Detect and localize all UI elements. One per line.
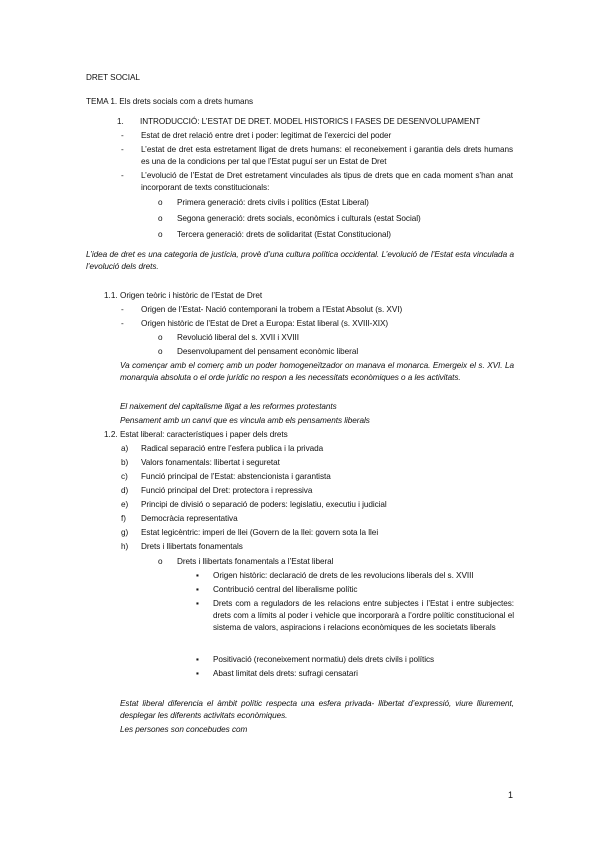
square-bullet: ▪: [196, 585, 199, 594]
square-bullet: ▪: [196, 571, 199, 580]
section-1-1-bullet-2: Origen històric de l’Estat de Dret a Europa: Estat liberal (s. XVIII-XIX): [141, 319, 389, 328]
circle-bullet: o: [158, 557, 163, 566]
dash-bullet: -: [121, 319, 124, 328]
point-1: Origen històric: declaració de drets de les revolucions liberals del s. XVIII: [213, 571, 474, 580]
page-number: 1: [508, 790, 514, 800]
tema-heading: TEMA 1. Els drets socials com a drets humans: [86, 97, 254, 106]
item-letter: g): [121, 528, 129, 537]
section-1-bullet-1: Estat de dret relació entre dret i poder: legitimat de l’exercici del poder: [141, 131, 392, 140]
section-1-1-number: 1.1.: [104, 291, 118, 300]
item-text: Democràcia representativa: [141, 514, 238, 523]
item-text: Estat legicèntric: imperi de llei (Govern de la llei: govern sota la llei: [141, 528, 379, 537]
intro-italic-paragraph: L’idea de dret es una categoria de justícia, provè d’una cultura política occidental. L’evolució de l’Estat esta vinculada a l’evolució dels drets.: [86, 250, 514, 271]
circle-bullet: o: [158, 214, 163, 223]
item-text: Radical separació entre l’esfera publica i la privada: [141, 444, 324, 453]
item-text: Principi de divisió o separació de poders: legislatiu, executiu i judicial: [141, 500, 387, 509]
item-text: Funció principal de l’Estat: abstencionista i garantista: [141, 472, 331, 481]
closing-italic-paragraph: Estat liberal diferencia el àmbit polític respecta una esfera privada- llibertat d’expressió, viure lliurement, desplegar les diferents activitats econòmiques.: [120, 699, 514, 720]
circle-bullet: o: [158, 347, 163, 356]
item-letter: f): [121, 514, 127, 523]
item-letter: c): [121, 472, 128, 481]
item-letter: e): [121, 500, 129, 509]
item-letter: h): [121, 542, 129, 551]
point-3: Drets com a reguladors de les relacions entre subjectes i l’Estat i entre subjectes: drets com a límits al poder i vehicle que incorporarà a l’ordre polític constitucional el sistema de valors, aspiracions i relacions econòmiques de les societats liberals: [213, 599, 514, 632]
section-1-title: INTRODUCCIÓ: L’ESTAT DE DRET. MODEL HISTORICS I FASES DE DESENVOLUPAMENT: [140, 117, 481, 126]
section-1-2-sub-title: Drets i llibertats fonamentals a l’Estat liberal: [177, 557, 334, 566]
point-4: Positivació (reconeixement normatiu) dels drets civils i polítics: [213, 655, 435, 664]
item-text: Drets i llibertats fonamentals: [141, 542, 243, 551]
item-letter: a): [121, 444, 129, 453]
item-text: Funció principal del Dret: protectora i repressiva: [141, 486, 313, 495]
dash-bullet: -: [121, 131, 124, 140]
section-1-1-title: Origen teòric i històric de l’Estat de Dret: [120, 291, 263, 300]
circle-bullet: o: [158, 230, 163, 239]
item-text: Valors fonamentals: llibertat i seguretat: [141, 458, 280, 467]
item-letter: d): [121, 486, 129, 495]
generation-3: Tercera generació: drets de solidaritat (Estat Constitucional): [177, 230, 391, 239]
circle-bullet: o: [158, 198, 163, 207]
section-1-1-sub-1: Revolució liberal del s. XVII i XVIII: [177, 333, 299, 342]
square-bullet: ▪: [196, 655, 199, 664]
generation-1: Primera generació: drets civils i polítics (Estat Liberal): [177, 198, 369, 207]
section-1-1-sub-2: Desenvolupament del pensament econòmic liberal: [177, 347, 359, 356]
section-1-1-italic-paragraph: Va començar amb el comerç amb un poder homogeneïtzador on manava el monarca. Emergeix el s. XVI. La monarquia absoluta o el orde jurídic no respon a les necessitats econòmiques o a les activitats.: [120, 361, 514, 382]
section-1-1-bullet-1: Origen de l’Estat- Nació contemporani la trobem a l’Estat Absolut (s. XVI): [141, 305, 403, 314]
generation-2: Segona generació: drets socials, econòmics i culturals (estat Social): [177, 214, 421, 223]
dash-bullet: -: [121, 145, 124, 154]
section-1-1-italic-line-1: El naixement del capitalisme lligat a les reformes protestants: [120, 402, 337, 411]
closing-italic-line: Les persones son concebudes com: [120, 725, 248, 734]
square-bullet: ▪: [196, 599, 199, 608]
dash-bullet: -: [121, 305, 124, 314]
square-bullet: ▪: [196, 669, 199, 678]
document-title: DRET SOCIAL: [86, 73, 140, 82]
point-2: Contribució central del liberalisme polític: [213, 585, 358, 594]
section-1-2-number: 1.2.: [104, 430, 118, 439]
section-1-bullet-3: L’evolució de l’Estat de Dret estretament vinculades als tipus de drets que en cada moment s’han anat incorporant de texts constitucionals:: [141, 171, 513, 192]
dash-bullet: -: [121, 171, 124, 180]
circle-bullet: o: [158, 333, 163, 342]
point-5: Abast limitat dels drets: sufragi censatari: [213, 669, 358, 678]
section-1-1-italic-line-2: Pensament amb un canvi que es vincula amb els pensaments liberals: [120, 416, 370, 425]
section-1-bullet-2: L’estat de dret esta estretament lligat de drets humans: el reconeixement i garantia dels drets humans es una de la condicions per tal que l’Estat puguí ser un Estat de Dret: [141, 145, 513, 166]
item-letter: b): [121, 458, 129, 467]
section-1-2-title: Estat liberal: característiques i paper dels drets: [120, 430, 288, 439]
section-1-number: 1.: [117, 117, 124, 126]
